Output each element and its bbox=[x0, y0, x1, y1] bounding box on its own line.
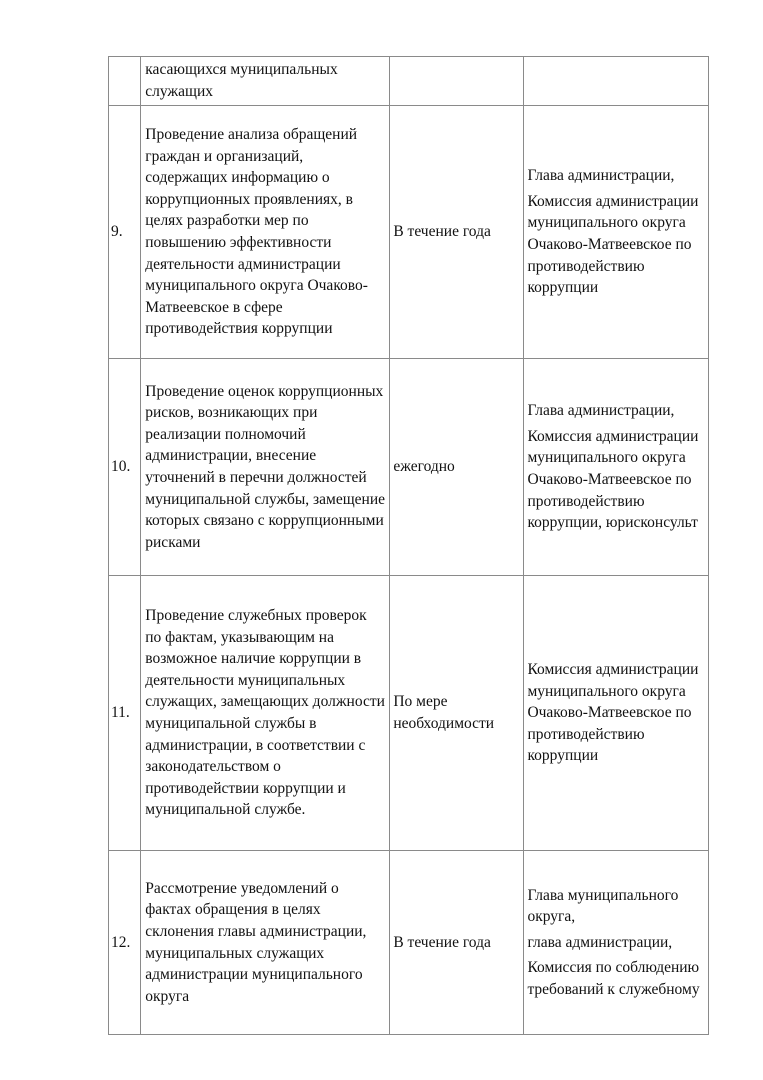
measures-table bbox=[108, 56, 709, 1035]
row-number: 10. bbox=[109, 359, 141, 576]
table-row bbox=[109, 851, 709, 1035]
row-number: 9. bbox=[109, 106, 141, 359]
table-row bbox=[109, 106, 709, 359]
responsible-line: Комиссия администрации муниципального округа Очаково-Матвеевское по противодействию коррупции bbox=[527, 192, 699, 297]
responsible-line: глава администрации, bbox=[527, 933, 673, 951]
table-row bbox=[109, 359, 709, 576]
responsible-cell bbox=[524, 576, 709, 851]
responsible-line: Глава администрации, bbox=[527, 167, 675, 185]
term-cell: ежегодно bbox=[390, 359, 524, 576]
table-row bbox=[109, 57, 709, 106]
term-cell: В течение года bbox=[390, 106, 524, 359]
row-number bbox=[109, 57, 141, 106]
table-row bbox=[109, 576, 709, 851]
measure-text: Проведение оценок коррупционных рисков, возникающих при реализации полномочий администрации, внесение уточнений в перечни должностей муниципальной службы, замещение которых связано с коррупционными рисками bbox=[141, 359, 390, 576]
responsible-cell bbox=[524, 851, 709, 1035]
term-cell bbox=[390, 57, 524, 106]
responsible-line: Комиссия по соблюдению требований к служебному bbox=[527, 959, 700, 998]
measure-text: касающихся муниципальных служащих bbox=[141, 57, 390, 106]
term-cell: В течение года bbox=[390, 851, 524, 1035]
responsible-line: Глава администрации, bbox=[527, 402, 675, 420]
row-number: 11. bbox=[109, 576, 141, 851]
responsible-line: Комиссия администрации муниципального округа Очаково-Матвеевское по противодействию коррупции, юрисконсульт bbox=[527, 427, 699, 532]
responsible-cell bbox=[524, 106, 709, 359]
measure-text: Рассмотрение уведомлений о фактах обращения в целях склонения главы администрации, муниципальных служащих администрации муниципального округа bbox=[141, 851, 390, 1035]
measure-text: Проведение служебных проверок по фактам, указывающим на возможное наличие коррупции в деятельности муниципальных служащих, замещающих должности муниципальной службы в администрации, в соответствии с законодательством о противодействии коррупции и муниципальной службе. bbox=[141, 576, 390, 851]
term-cell: По мере необходимости bbox=[390, 576, 524, 851]
row-number: 12. bbox=[109, 851, 141, 1035]
responsible-line: Комиссия администрации муниципального округа Очаково-Матвеевское по противодействию коррупции bbox=[527, 661, 699, 765]
responsible-cell bbox=[524, 57, 709, 106]
responsible-line: Глава муниципального округа, bbox=[527, 886, 679, 926]
responsible-cell bbox=[524, 359, 709, 576]
measure-text: Проведение анализа обращений граждан и организаций, содержащих информацию о коррупционных проявлениях, в целях разработки мер по повышению эффективности деятельности администрации муниципального округа Очаково-Матвеевское в сфере противодействия коррупции bbox=[141, 106, 390, 359]
